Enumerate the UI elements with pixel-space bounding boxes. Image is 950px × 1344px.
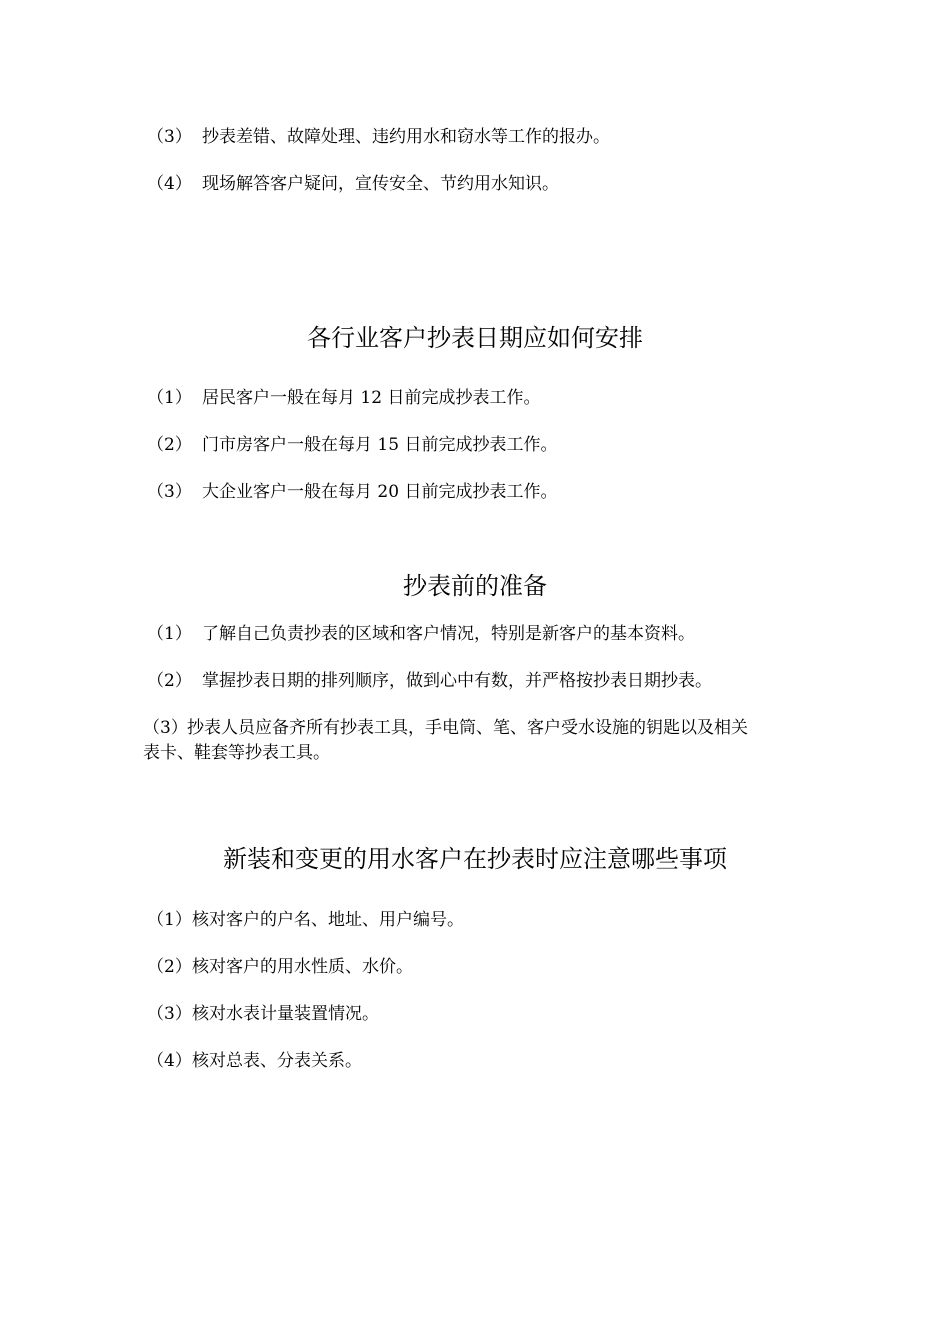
item-number: （1） <box>147 388 192 408</box>
item-text: 大企业客户一般在每月 20 日前完成抄表工作。 <box>202 482 558 502</box>
item-text: 核对总表、分表关系。 <box>192 1051 362 1071</box>
item-number: （1） <box>147 624 192 644</box>
list-item <box>147 433 557 457</box>
item-number: （3） <box>147 482 192 502</box>
item-number: （4） <box>147 1051 192 1071</box>
item-number: （3） <box>147 1004 192 1024</box>
item-number: （2） <box>147 671 192 691</box>
item-text: 居民客户一般在每月 12 日前完成抄表工作。 <box>202 388 541 408</box>
list-item <box>147 386 540 410</box>
list-item <box>147 669 712 693</box>
item-number: （4） <box>147 174 192 194</box>
item-text: 核对客户的用水性质、水价。 <box>192 957 413 977</box>
list-item <box>147 908 464 932</box>
list-item-continuation: 表卡、鞋套等抄表工具。 <box>143 743 330 763</box>
item-text: 掌握抄表日期的排列顺序，做到心中有数，并严格按抄表日期抄表。 <box>202 671 712 691</box>
section-heading: 抄表前的准备 <box>403 572 547 600</box>
item-text: 门市房客户一般在每月 15 日前完成抄表工作。 <box>202 435 558 455</box>
list-item <box>147 1049 362 1073</box>
section-heading: 新装和变更的用水客户在抄表时应注意哪些事项 <box>223 845 727 873</box>
section-heading: 各行业客户抄表日期应如何安排 <box>307 324 643 352</box>
item-text: 了解自己负责抄表的区域和客户情况，特别是新客户的基本资料。 <box>202 624 695 644</box>
item-text: 核对水表计量装置情况。 <box>192 1004 379 1024</box>
item-number: （2） <box>147 957 192 977</box>
item-number: （1） <box>147 910 192 930</box>
list-item <box>147 1002 379 1026</box>
list-item: （3）抄表人员应备齐所有抄表工具，手电筒、笔、客户受水设施的钥匙以及相关 <box>143 718 748 738</box>
list-item <box>147 955 413 979</box>
item-number: （3） <box>147 127 192 147</box>
list-item <box>147 172 559 196</box>
list-item <box>147 125 610 149</box>
item-text: 抄表人员应备齐所有抄表工具，手电筒、笔、客户受水设施的钥匙以及相关 <box>187 718 748 738</box>
item-text: 现场解答客户疑问，宣传安全、节约用水知识。 <box>202 174 559 194</box>
item-number: （2） <box>147 435 192 455</box>
list-item <box>147 622 695 646</box>
list-item <box>147 480 557 504</box>
item-text: 核对客户的户名、地址、用户编号。 <box>192 910 464 930</box>
item-text: 抄表差错、故障处理、违约用水和窃水等工作的报办。 <box>202 127 610 147</box>
